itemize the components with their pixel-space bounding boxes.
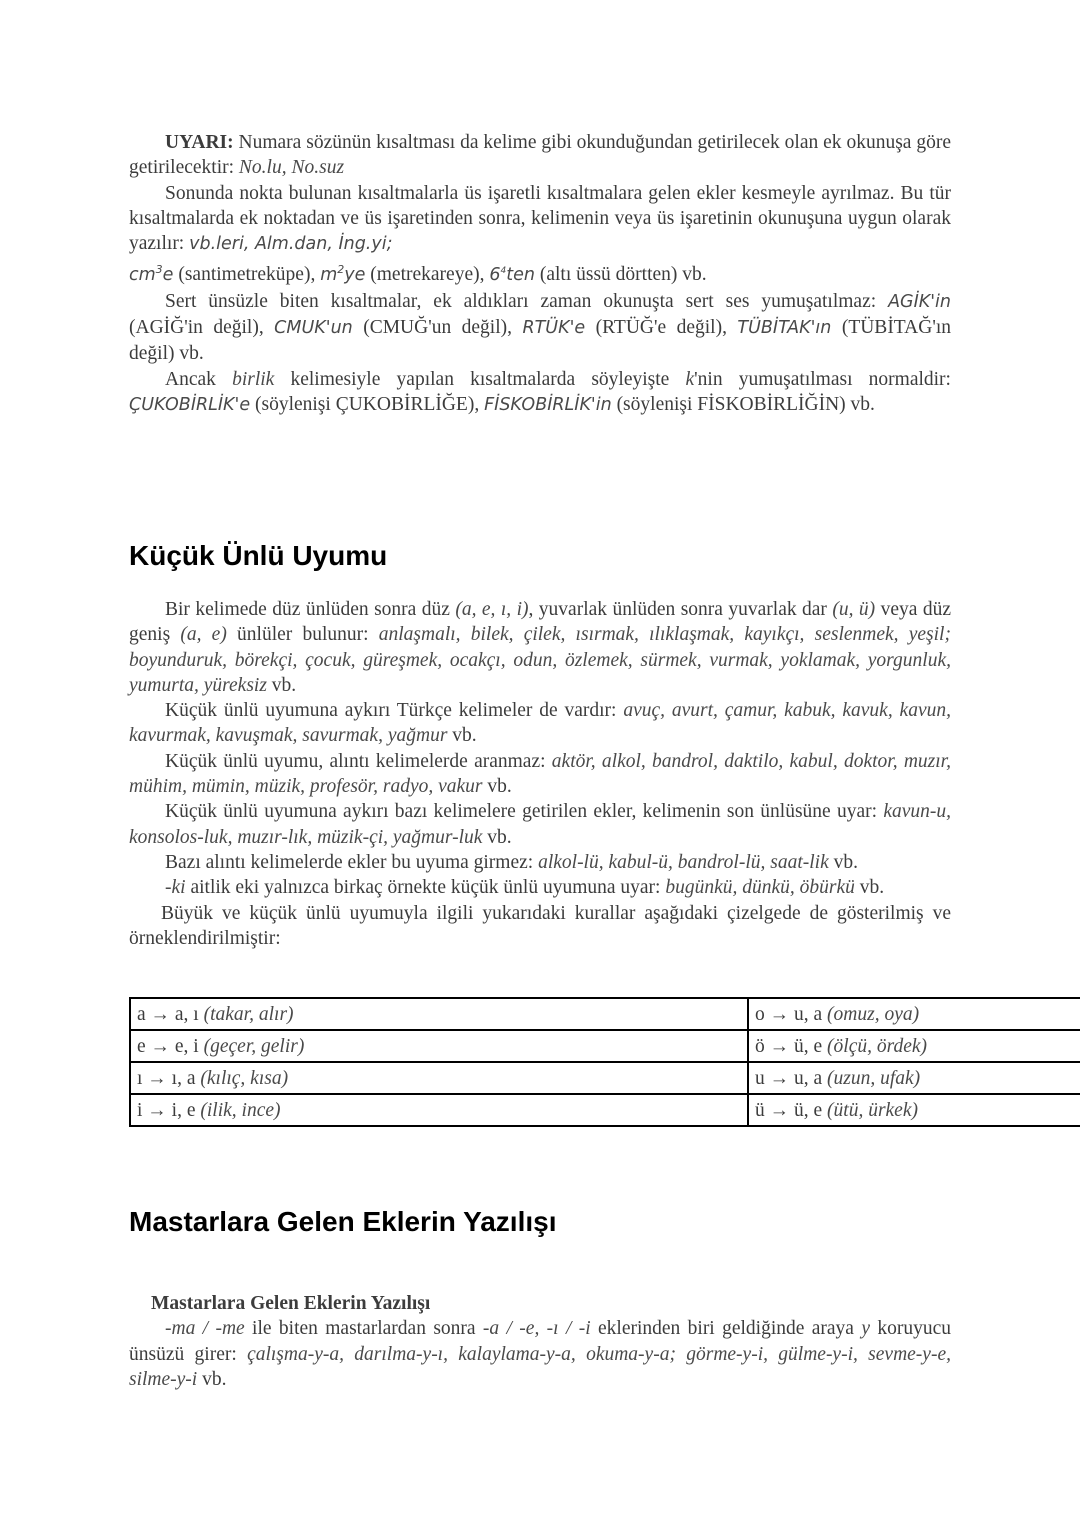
example: RTÜK'e	[522, 317, 586, 338]
paragraph-suffixes	[129, 799, 951, 850]
text: (TÜBİTAĞ'ın değil) vb.	[129, 316, 952, 365]
text: (CMUĞ'un değil),	[352, 316, 523, 338]
warning-label: UYARI:	[165, 132, 234, 153]
example: TÜBİTAK'ın	[737, 317, 832, 338]
text: (söylenişi FİSKOBİRLİĞİN) vb.	[611, 393, 875, 415]
text: Sonunda nokta bulunan kısaltmalarla üs işaretli kısaltmalara gelen ekler kesmeyle ayrılmaz. Bu tür kısaltmalarda ek noktadan ve üs işaretinden sonra, kelimenin veya üs işaretinin okunuşuna uygun olarak yazılır:	[129, 182, 951, 255]
paragraph-loanwords	[129, 749, 951, 800]
example: FİSKOBİRLİK'in	[484, 394, 612, 415]
example: (ilik, ince)	[200, 1100, 281, 1121]
example: alkol-lü, kabul-ü, bandrol-lü, saat-lik	[538, 851, 829, 873]
rule: ö → ü, e	[755, 1036, 828, 1057]
example: anlaşmalı, bilek, çilek, ısırmak, ılıklaşmak, kayıkçı, seslenmek, yeşil; boyunduruk, börekçi, çocuk, güreşmek, ocakçı, odun, özlemek, sürmek, vurmak, yoklamak, yorgunluk, yumurta, yüreksiz	[129, 624, 951, 696]
six-exponent: 4	[500, 266, 507, 277]
text: vb.	[482, 776, 512, 798]
six-suffix: ten	[506, 265, 535, 286]
text: Bazı alıntı kelimelerde ekler bu uyuma girmez:	[165, 851, 539, 873]
text: veya düz geniş	[129, 599, 951, 646]
text: (santimetreküpe),	[173, 264, 321, 286]
vowel-harmony-table	[129, 997, 1080, 1127]
text: (AGİĞ'in değil),	[129, 316, 275, 338]
text: vb.	[197, 1368, 227, 1390]
table-cell	[130, 1094, 748, 1126]
paragraph-hard-consonant	[129, 289, 951, 367]
paragraph-birlik	[129, 367, 951, 419]
six-base: 6	[489, 265, 501, 286]
rule: ı → ı, a	[137, 1068, 201, 1089]
text: Numara sözünün kısaltması da kelime gibi okunduğundan getirilecek olan ek okunuşa göre getirilecektir:	[129, 132, 951, 179]
m-suffix: ye	[344, 265, 366, 286]
table-cell	[748, 1062, 1080, 1094]
rule: e → e, i	[137, 1036, 204, 1057]
example: -ki	[165, 877, 186, 899]
example: bugünkü, dünkü, öbürkü	[665, 877, 855, 899]
text: (RTÜĞ'e değil),	[585, 316, 738, 338]
example-six	[489, 265, 535, 285]
text: Küçük ünlü uyumuna aykırı Türkçe kelimeler de vardır:	[165, 700, 624, 722]
text: vb.	[828, 851, 858, 873]
table-cell	[130, 1062, 748, 1094]
example: -ma / -me	[165, 1318, 245, 1340]
example: ÇUKOBİRLİK'e	[129, 394, 251, 415]
table-row	[130, 1094, 1080, 1126]
text: kelimesiyle yapılan kısaltmalarda söyleyişte	[274, 368, 686, 390]
example: (a, e)	[180, 624, 227, 646]
cm-base: cm	[129, 265, 156, 286]
text: ile biten mastarlardan sonra	[244, 1318, 483, 1340]
example: (u, ü)	[832, 599, 876, 620]
text: vb.	[266, 674, 297, 696]
text: eklerinden biri geldiğinde araya	[590, 1318, 862, 1340]
example: çalışma-y-a, darılma-y-ı, kalaylama-y-a, okuma-y-a; görme-y-i, gülme-y-i, sevme-y-e, silme-y-i	[129, 1343, 951, 1390]
paragraph-exceptions	[129, 698, 951, 749]
text: ünlüler bulunur:	[226, 624, 379, 646]
table-cell	[130, 1030, 748, 1062]
text: , yuvarlak ünlüden sonra yuvarlak dar	[528, 599, 833, 620]
example: (omuz, oya)	[827, 1004, 920, 1025]
text: (söylenişi ÇUKOBİRLİĞE),	[250, 393, 485, 415]
text: koruyucu ünsüzü girer:	[129, 1318, 951, 1365]
paragraph-mastar-rule	[129, 1316, 951, 1392]
mastarlar-section	[129, 1291, 951, 1392]
text: Küçük ünlü uyumuna aykırı bazı kelimelere getirilen ekler, kelimenin son ünlüsüne uyar:	[165, 801, 884, 823]
example: (a, e, ı, i)	[455, 599, 529, 620]
paragraph-ki-suffix	[129, 875, 951, 900]
text: (altı üssü dörtten) vb.	[534, 264, 707, 286]
text: aitlik eki yalnızca birkaç örnekte küçük ünlü uyumuna uyar:	[185, 877, 666, 899]
example-cm	[129, 265, 173, 285]
example: AGİK'in	[888, 291, 951, 312]
example: (kılıç, kısa)	[200, 1068, 289, 1089]
cm-exponent: 3	[155, 263, 163, 277]
paragraph-rule	[129, 597, 951, 698]
text: Bir kelimede düz ünlüden sonra düz	[165, 599, 456, 620]
paragraph-table-intro: Büyük ve küçük ünlü uyumuyla ilgili yukarıdaki kurallar aşağıdaki çizelgede de gösterilmiş ve örneklendirilmiştir:	[129, 902, 951, 949]
example: (ölçü, ördek)	[827, 1036, 928, 1057]
example: avuç, avurt, çamur, kabuk, kavuk, kavun, kavurmak, kavuşmak, savurmak, yağmur	[129, 700, 951, 747]
example: (takar, alır)	[203, 1004, 294, 1025]
kucuk-unlu-uyumu-section	[129, 597, 951, 951]
example: kavun-u, konsolos-luk, muzır-lık, müzik-çi, yağmur-luk	[129, 801, 951, 848]
example-m	[320, 265, 365, 285]
example: (uzun, ufak)	[827, 1068, 921, 1089]
text: (metrekareye),	[365, 264, 490, 286]
example: y	[861, 1318, 870, 1340]
example: vb.leri, Alm.dan, İng.yi;	[189, 234, 393, 255]
warning-section	[129, 130, 951, 418]
warning-paragraph	[129, 130, 951, 181]
table-row	[130, 1062, 1080, 1094]
cm-suffix: e	[162, 265, 174, 286]
rule: ü → ü, e	[755, 1100, 828, 1121]
paragraph-no-harmony	[129, 850, 951, 875]
table-row	[130, 998, 1080, 1030]
table-cell	[130, 998, 748, 1030]
rule: u → u, a	[755, 1068, 828, 1089]
example: -a / -e, -ı / -i	[482, 1318, 591, 1340]
text: vb.	[854, 877, 885, 899]
section-heading-mastarlar: Mastarlara Gelen Eklerin Yazılışı	[129, 1206, 557, 1237]
text: Sert ünsüzle biten kısaltmalar, ek aldıkları zaman okunuşta sert ses yumuşatılmaz:	[165, 290, 889, 312]
rule: i → i, e	[137, 1100, 201, 1121]
example: (geçer, gelir)	[203, 1036, 305, 1057]
table-row	[130, 1030, 1080, 1062]
table-cell	[748, 1094, 1080, 1126]
text: vb.	[447, 725, 477, 747]
example: k	[685, 368, 695, 390]
subheading: Mastarlara Gelen Eklerin Yazılışı	[151, 1293, 431, 1314]
rule: a → a, ı	[137, 1004, 204, 1025]
m-exponent: 2	[337, 263, 345, 277]
example: No.lu, No.suz	[238, 157, 345, 179]
rule: o → u, a	[755, 1004, 828, 1025]
example: CMUK'un	[274, 317, 353, 338]
text: Ancak	[165, 368, 233, 390]
example: (ütü, ürkek)	[827, 1100, 918, 1121]
text: 'nin yumuşatılması normaldir:	[694, 368, 951, 390]
example: birlik	[232, 368, 275, 390]
paragraph-suffix-abbreviations	[129, 181, 951, 289]
section-heading-kucuk-unlu-uyumu: Küçük Ünlü Uyumu	[129, 540, 388, 571]
example: aktör, alkol, bandrol, daktilo, kabul, doktor, muzır, mühim, mümin, müzik, profesör, radyo, vakur	[129, 750, 951, 798]
text: Küçük ünlü uyumu, alıntı kelimelerde aranmaz:	[165, 750, 552, 772]
m-base: m	[320, 265, 338, 286]
table-cell	[748, 998, 1080, 1030]
table-cell	[748, 1030, 1080, 1062]
text: vb.	[482, 826, 512, 848]
